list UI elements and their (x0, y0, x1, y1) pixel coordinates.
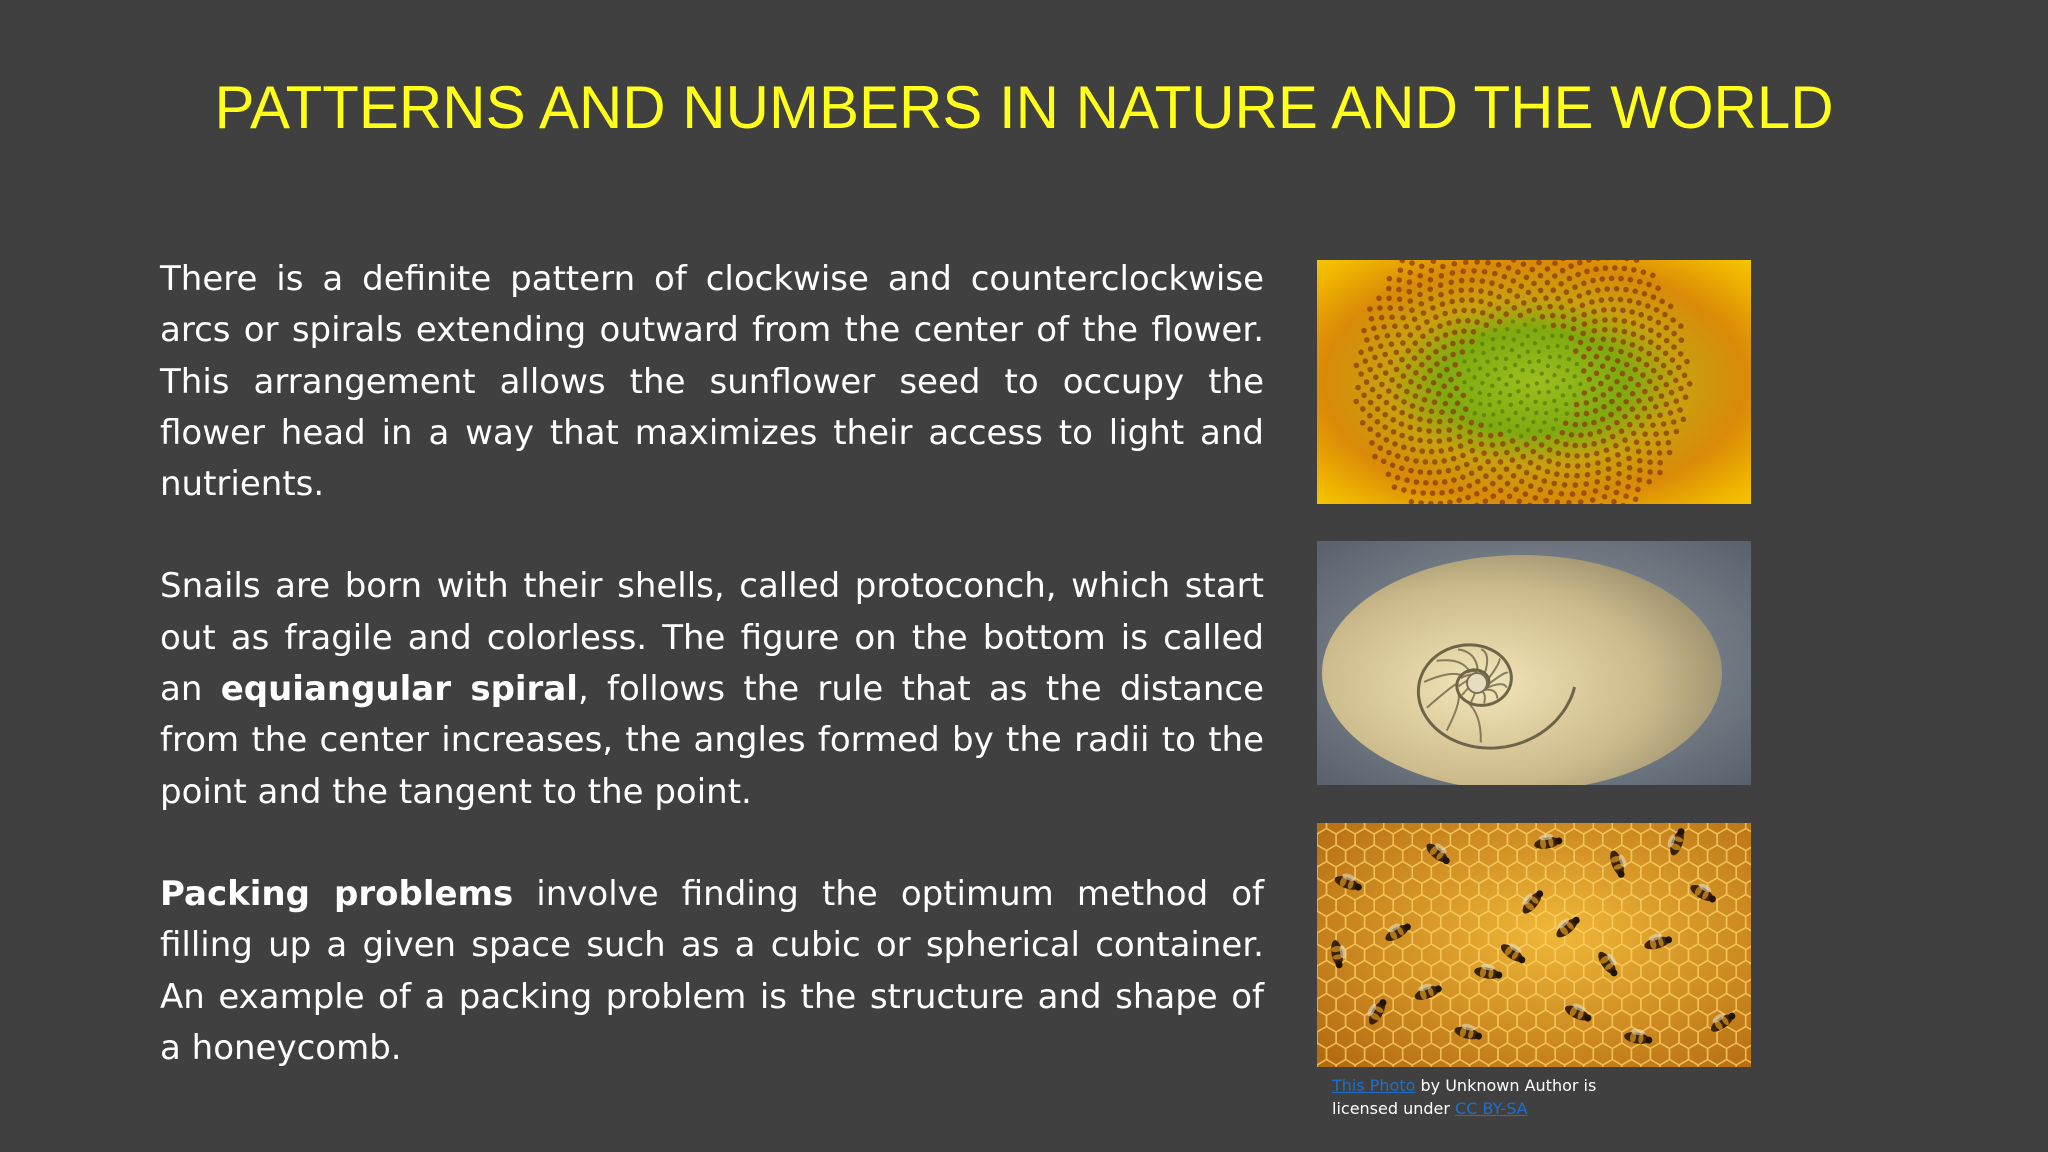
paragraph-sunflower (160, 254, 1264, 510)
credit-author-text: by Unknown Author is (1415, 1076, 1597, 1095)
paragraph-text: , follows the rule that as the distance from the center increases, the angles formed by the radii to the point and the tangent to the point. (160, 669, 1264, 812)
credit-line-1 (1332, 1074, 1596, 1097)
body-text (160, 254, 1264, 1074)
credit-license-prefix: licensed under (1332, 1099, 1456, 1118)
bold-term: equiangular spiral (220, 669, 578, 710)
slide-title: PATTERNS AND NUMBERS IN NATURE AND THE WORLD (214, 74, 1834, 141)
photo-link[interactable]: This Photo (1332, 1076, 1416, 1095)
sunflower-center-image (1317, 260, 1751, 504)
paragraph-snail (160, 561, 1264, 817)
honeycomb-drawing (1317, 823, 1751, 1067)
paragraph-packing (160, 869, 1264, 1074)
nautilus-shell-image (1317, 541, 1751, 785)
nautilus-drawing (1317, 541, 1751, 785)
honeycomb-bees-image (1317, 823, 1751, 1067)
sunflower-drawing (1317, 260, 1751, 504)
bold-term: Packing problems (160, 873, 514, 914)
paragraph-text: Snails are born with their shells, called protoconch, which start out as fragile and colorless. The figure on the bottom is called an (160, 566, 1264, 710)
image-credit (1332, 1074, 1596, 1120)
license-link[interactable]: CC BY-SA (1455, 1099, 1528, 1118)
credit-line-2 (1332, 1097, 1596, 1120)
paragraph-text: There is a definite pattern of clockwise and counterclockwise arcs or spirals extending outward from the center of the flower. This arrangement allows the sunflower seed to occupy the flower head in a way that maximizes their access to light and nutrients. (160, 259, 1264, 505)
paragraph-text: involve finding the optimum method of filling up a given space such as a cubic or spherical container. An example of a packing problem is the structure and shape of a honeycomb. (160, 873, 1264, 1068)
